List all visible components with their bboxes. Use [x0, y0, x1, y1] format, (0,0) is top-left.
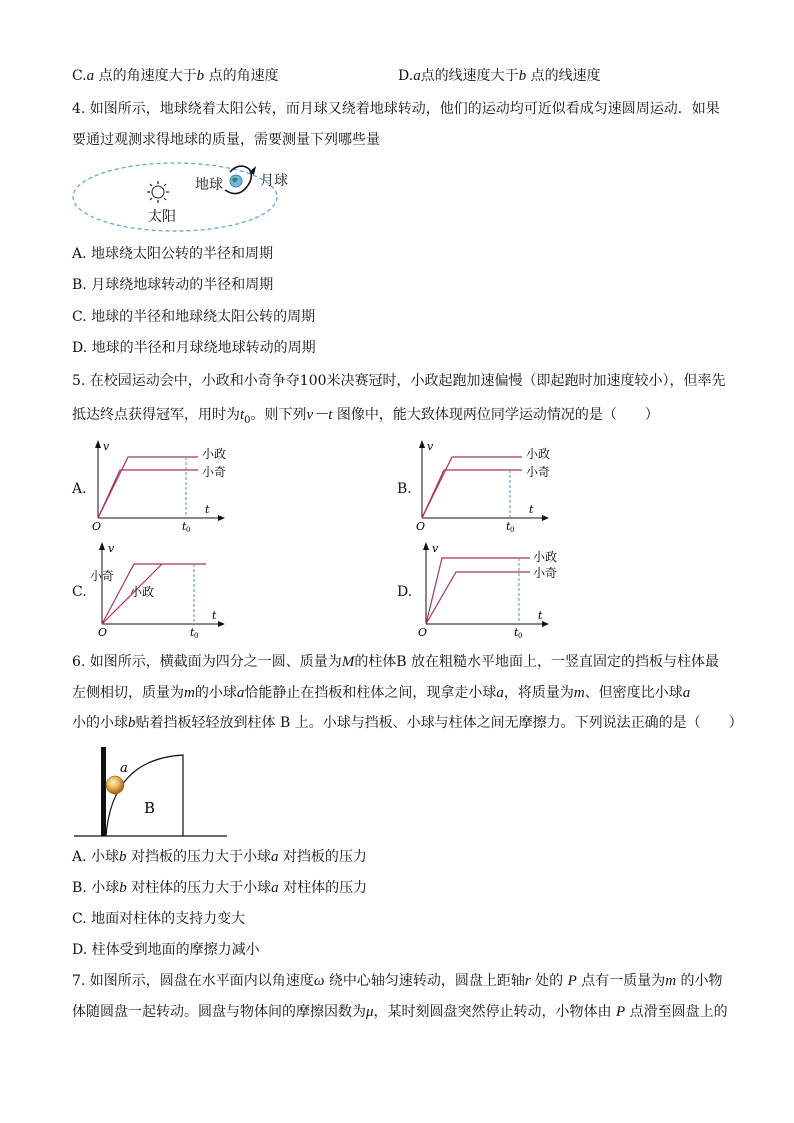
- q4-option-c: C. 地球的半径和地球绕太阳公转的周期: [72, 309, 316, 325]
- origin-label: O: [92, 520, 102, 533]
- var-P: P: [615, 1004, 626, 1020]
- var-a: a: [271, 880, 279, 896]
- graph-a: [88, 440, 228, 532]
- curve-xiaozheng: [98, 457, 198, 518]
- var-mu: μ: [366, 1004, 374, 1020]
- var-m: m: [184, 685, 195, 701]
- v-axis-label: v: [103, 440, 110, 453]
- q4-option-a: A. 地球绕太阳公转的半径和周期: [72, 246, 274, 262]
- var-a: a: [86, 68, 95, 84]
- body-b-label: B: [144, 799, 156, 817]
- t0-tick: t: [514, 626, 519, 639]
- curve-xiaozheng: [426, 558, 530, 624]
- q3-option-c: [72, 67, 279, 85]
- q7-stem-line2: [72, 1003, 728, 1021]
- q3-option-d: [398, 67, 601, 85]
- label-xiaoqi: 小奇: [90, 569, 115, 583]
- curve-xiaoqi: [98, 470, 198, 518]
- var-a: a: [270, 849, 279, 865]
- graph-b-option-label: B.: [397, 481, 412, 497]
- q6-option-text: 对柱体的压力大于小球: [126, 880, 272, 896]
- var-a: a: [496, 685, 504, 701]
- q5-stem-line2: [72, 406, 659, 430]
- graph-c-option-label: C.: [72, 584, 87, 600]
- q3-option-c-text2: 点的角速度: [204, 68, 279, 84]
- q4-option-b: B. 月球绕地球转动的半径和周期: [72, 277, 274, 293]
- label-xiaozheng: 小政: [202, 447, 227, 461]
- label-xiaoqi: 小奇: [526, 465, 551, 479]
- earth-icon: [230, 175, 242, 187]
- t-axis-label: t: [205, 503, 210, 516]
- var-b: b: [196, 68, 205, 84]
- q6-option-text: 对柱体的压力: [278, 880, 368, 896]
- t0-subscript: 0: [244, 414, 251, 426]
- q6-option-c: C. 地面对柱体的支持力变大: [72, 911, 246, 927]
- q3-option-d-prefix: D.: [398, 68, 414, 84]
- var-b: b: [119, 880, 127, 896]
- label-xiaozheng: 小政: [130, 585, 155, 599]
- q5-stem-text: 抵达终点获得冠军，用时为: [72, 407, 240, 423]
- q6-stem-line3: [72, 714, 743, 732]
- var-a: a: [413, 68, 421, 84]
- q6-text: ，将质量为: [503, 685, 574, 701]
- q6-text: 的小球: [194, 685, 237, 701]
- quarter-cylinder-b: [106, 755, 183, 836]
- q3-option-d-text2: 点的线速度: [526, 68, 601, 84]
- q7-text: 绕中心轴匀速转动，圆盘上距轴: [324, 973, 525, 989]
- t0-tick-sub: 0: [186, 526, 191, 534]
- t0-tick-sub: 0: [518, 632, 523, 640]
- q5-stem-line1: 5. 在校园运动会中，小政和小奇争夺100米决赛冠时，小政起跑加速偏慢（即起跑时加速度较小），但率先: [72, 373, 726, 389]
- q7-text: 7. 如图所示，圆盘在水平面内以角速度: [72, 973, 314, 989]
- q4-stem-line2: 要通过观测求得地球的质量，需要测量下列哪些量: [72, 132, 380, 148]
- q3-option-d-text: 点的线速度大于: [420, 68, 519, 84]
- var-a: a: [682, 685, 691, 701]
- var-b: b: [119, 849, 127, 865]
- q7-text: 点有一质量为: [576, 973, 666, 989]
- q6-text: 、但密度比小球: [584, 685, 683, 701]
- t0-tick-sub: 0: [510, 526, 515, 534]
- var-m: m: [573, 685, 585, 701]
- q6-option-text: A. 小球: [72, 849, 120, 865]
- t0-tick: t: [182, 520, 187, 533]
- curve-xiaozheng: [422, 457, 522, 518]
- t-axis-label: t: [538, 609, 543, 622]
- var-P: P: [567, 973, 577, 989]
- origin-label: O: [98, 626, 108, 639]
- q4-stem-line1: 4. 如图所示，地球绕着太阳公转，而月球又绕着地球转动，他们的运动均可近似看成匀速圆周运动．如果: [72, 101, 720, 117]
- label-xiaozheng: 小政: [533, 550, 558, 564]
- t-axis-label: t: [529, 503, 534, 516]
- t0-tick-sub: 0: [194, 632, 199, 640]
- q7-text: 处的: [530, 973, 568, 989]
- q6-text: 6. 如图所示，横截面为四分之一圆、质量为: [72, 654, 342, 670]
- q6-option-a: [72, 848, 367, 866]
- q7-stem-line1: [72, 972, 723, 990]
- var-a: a: [236, 685, 245, 701]
- t0-symbol: t: [240, 407, 245, 423]
- graph-b: [412, 440, 552, 532]
- q6-text: 恰能静止在挡板和柱体之间，现拿走小球: [244, 685, 497, 701]
- var-M: M: [341, 654, 355, 670]
- q6-text: 贴着挡板轻轻放到柱体 B 上。小球与挡板、小球与柱体之间无摩擦力。下列说法正确的是（ ）: [135, 715, 743, 731]
- baffle: [101, 747, 106, 836]
- var-m: m: [665, 973, 677, 989]
- q6-option-text: 对挡板的压力大于小球: [126, 849, 271, 865]
- q6-text: 左侧相切，质量为: [72, 685, 184, 701]
- q6-text: 小的小球: [72, 715, 128, 731]
- curve-xiaoqi: [426, 572, 530, 624]
- sun-label: 太阳: [148, 209, 176, 225]
- cylinder-figure: [72, 745, 232, 840]
- t0-tick: t: [190, 626, 195, 639]
- var-omega: ω: [313, 973, 325, 989]
- origin-label: O: [416, 520, 426, 533]
- q3-option-c-prefix: C.: [72, 68, 87, 84]
- label-xiaozheng: 小政: [526, 447, 551, 461]
- sun-icon: [147, 181, 169, 203]
- q7-text: ，某时刻圆盘突然停止转动，小物体由: [373, 1004, 616, 1020]
- graph-d: [412, 540, 572, 640]
- q6-stem-line1: [72, 653, 719, 671]
- q6-stem-line2: [72, 684, 690, 702]
- q7-text: 点滑至圆盘上的: [625, 1004, 728, 1020]
- v-axis-label: v: [432, 542, 439, 555]
- orbit-figure: [70, 160, 288, 240]
- t0-tick: t: [506, 520, 511, 533]
- t-axis-label: t: [212, 609, 217, 622]
- vt-symbol: v－t: [306, 407, 333, 423]
- graph-d-option-label: D.: [397, 584, 413, 600]
- q6-option-text: B. 小球: [72, 880, 120, 896]
- ball-a: [106, 776, 124, 794]
- q4-option-d: D. 地球的半径和月球绕地球转动的周期: [72, 340, 316, 356]
- var-r: r: [524, 973, 531, 989]
- q7-text: 的小物: [676, 973, 723, 989]
- moon-label: 月球: [260, 173, 288, 189]
- q6-text: 的柱体B 放在粗糙水平地面上，一竖直固定的挡板与柱体最: [354, 654, 720, 670]
- v-axis-label: v: [427, 440, 434, 453]
- var-b: b: [128, 715, 136, 731]
- q6-option-b: [72, 879, 367, 897]
- curve-xiaoqi: [422, 470, 522, 518]
- graph-c: [88, 540, 228, 640]
- q5-stem-text2: 。则下列: [250, 407, 307, 423]
- label-xiaoqi: 小奇: [533, 566, 558, 580]
- q5-stem-text3: 图像中，能大致体现两位同学运动情况的是（ ）: [332, 407, 659, 423]
- origin-label: O: [418, 626, 428, 639]
- v-axis-label: v: [108, 542, 115, 555]
- q7-text: 体随圆盘一起转动。圆盘与物体间的摩擦因数为: [72, 1004, 366, 1020]
- q6-option-d: D. 柱体受到地面的摩擦力减小: [72, 942, 260, 958]
- earth-label: 地球: [195, 177, 223, 193]
- label-xiaoqi: 小奇: [202, 465, 227, 479]
- q6-option-text: 对挡板的压力: [278, 849, 367, 865]
- graph-a-option-label: A.: [72, 481, 87, 497]
- ball-a-label: a: [120, 761, 128, 776]
- q3-option-c-text: 点的角速度大于: [94, 68, 197, 84]
- var-b: b: [518, 68, 527, 84]
